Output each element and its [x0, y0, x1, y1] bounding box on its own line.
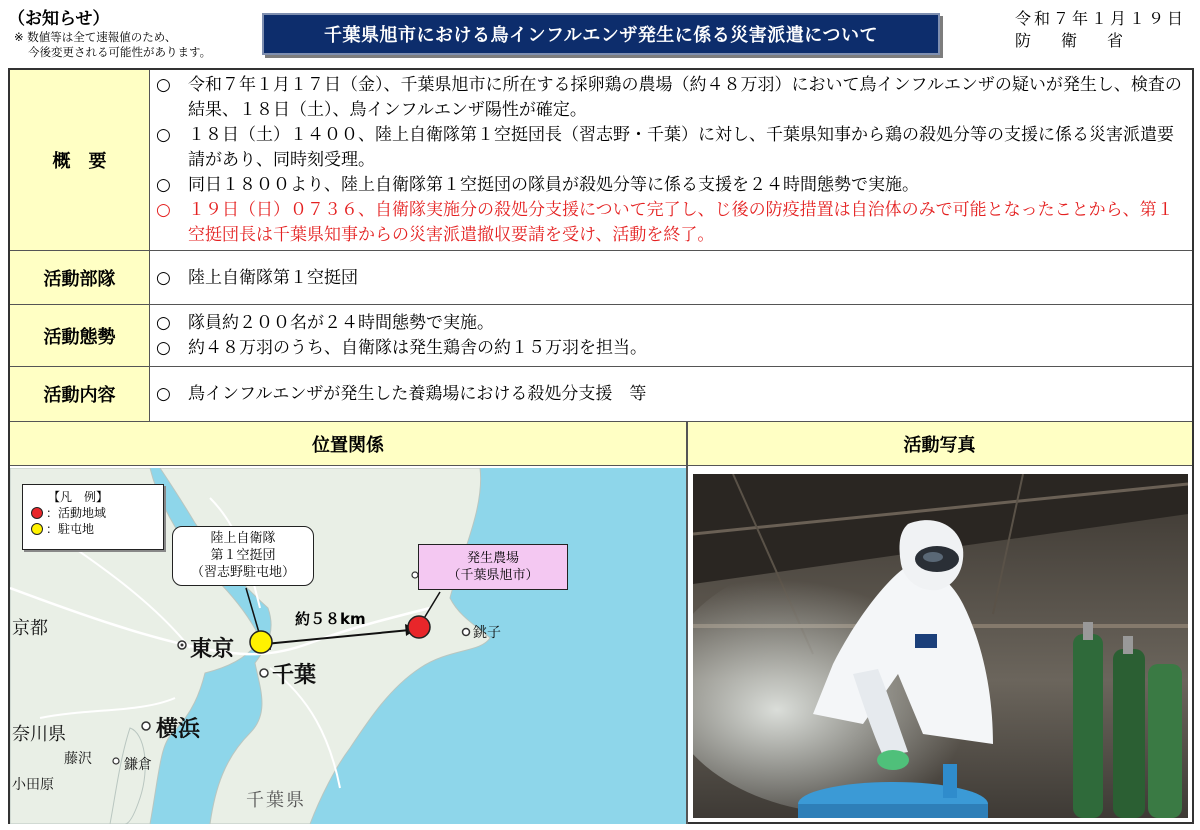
bullet-mark: ○: [156, 75, 171, 95]
provisional-note: [14, 30, 211, 60]
posture-item-1: [156, 311, 1182, 336]
place-chiba-prefecture: 千葉県: [246, 790, 306, 811]
overview-item-2: [156, 123, 1182, 173]
bullet-mark: ○: [156, 384, 171, 404]
posture-item-text: 約４８万羽のうち、自衛隊は発生鶏舎の約１５万羽を担当。: [188, 338, 647, 358]
station-callout: [172, 526, 314, 586]
yellow-dot-icon: [31, 523, 43, 535]
legend-active-area: [31, 505, 155, 521]
place-odawara: 小田原: [12, 777, 54, 793]
content-item-text: 鳥インフルエンザが発生した養鶏場における殺処分支援 等: [188, 384, 647, 404]
page-title: 千葉県旭市における鳥インフルエンザ発生に係る災害派遣について: [262, 13, 940, 55]
bullet-mark: ○: [156, 313, 171, 333]
farm-line2: （千葉県旭市）: [447, 568, 539, 583]
overview-item-1: [156, 73, 1182, 123]
place-choshi: 銚子: [473, 625, 501, 641]
station-line3: （習志野駐屯地）: [190, 565, 295, 580]
content-label: 活動内容: [10, 367, 150, 421]
bullet-mark: ○: [156, 175, 171, 195]
unit-item-text: 陸上自衛隊第１空挺団: [188, 267, 358, 288]
place-kanagawa: 奈川県: [12, 724, 66, 745]
unit-content: [150, 251, 1192, 304]
overview-row: [10, 70, 1192, 251]
activity-photo-illustration: [693, 474, 1188, 818]
date-block: [1015, 8, 1186, 52]
content-row: [10, 367, 1192, 422]
overview-item-4-highlight: [156, 198, 1182, 248]
overview-item-text: 同日１８００より、陸上自衛隊第１空挺団の隊員が殺処分等に係る支援を２４時間態勢で実施。: [188, 175, 919, 195]
legend-active-label: ：活動地域: [46, 506, 107, 520]
posture-content: [150, 305, 1192, 366]
activity-photo: [693, 474, 1188, 818]
organization-name: 防衛省: [1014, 31, 1153, 50]
posture-label: 活動態勢: [10, 305, 150, 366]
overview-item-text: １９日（日）０７３６、自衛隊実施分の殺処分支援について完了し、じ後の防疫措置は自治体のみで可能となったことから、第１空挺団長は千葉県知事からの災害派遣撤収要請を受け、活動を終了。: [188, 200, 1174, 245]
overview-content: [150, 70, 1192, 250]
overview-item-text: １８日（土）１４００、陸上自衛隊第１空挺団長（習志野・千葉）に対し、千葉県知事から鶏の殺処分等の支援に係る災害派遣要請があり、同時刻受理。: [188, 125, 1174, 170]
unit-item-1: [156, 266, 1182, 291]
farm-callout: [418, 544, 568, 590]
column-divider: [686, 422, 688, 824]
place-chiba: 千葉: [272, 663, 317, 688]
red-dot-icon: [31, 507, 43, 519]
posture-item-text: 隊員約２００名が２４時間態勢で実施。: [188, 313, 494, 333]
unit-label: 活動部隊: [10, 251, 150, 304]
place-fujisawa: 藤沢: [64, 751, 92, 767]
bullet-mark: ○: [156, 338, 171, 358]
legend-station: [31, 521, 155, 537]
location-heading: 位置関係: [10, 422, 686, 466]
overview-label: 概 要: [10, 70, 150, 250]
overview-item-text: 令和７年１月１７日（金）、千葉県旭市に所在する採卵鶏の農場（約４８万羽）において鳥インフルエンザの疑いが発生し、検査の結果、１８日（土）、鳥インフルエンザ陽性が確定。: [188, 75, 1182, 120]
unit-row: [10, 251, 1192, 305]
release-date: 令和７年１月１９日: [1014, 9, 1186, 28]
bullet-mark: ○: [156, 200, 171, 220]
distance-label: 約５８km: [295, 610, 366, 628]
legend-title: 【凡 例】: [47, 490, 108, 504]
notice-label: （お知らせ）: [8, 9, 110, 29]
bullet-mark: ○: [156, 125, 171, 145]
content-item-1: [156, 382, 1182, 407]
station-line1: 陸上自衛隊: [210, 531, 276, 546]
farm-line1: 発生農場: [466, 551, 519, 566]
posture-row: [10, 305, 1192, 367]
content-content: [150, 367, 1192, 421]
report-frame: [8, 68, 1194, 824]
posture-item-2: [156, 336, 1182, 361]
overview-item-3: [156, 173, 1182, 198]
bullet-mark: ○: [156, 267, 171, 288]
station-line2: 第１空挺団: [210, 548, 276, 563]
place-yokohama: 横浜: [156, 717, 201, 742]
legend-station-label: ：駐屯地: [46, 522, 95, 536]
place-kamakura: 鎌倉: [124, 757, 152, 773]
place-tokyo: 東京: [190, 637, 235, 662]
provisional-note-line2: 今後変更される可能性があります。: [28, 45, 212, 59]
map-legend: [22, 484, 164, 550]
provisional-note-line1: ※ 数値等は全て速報値のため、: [14, 30, 177, 44]
location-map: [10, 468, 686, 824]
place-kyoto-fragment: 京都: [12, 618, 48, 639]
photo-heading: 活動写真: [687, 422, 1192, 466]
